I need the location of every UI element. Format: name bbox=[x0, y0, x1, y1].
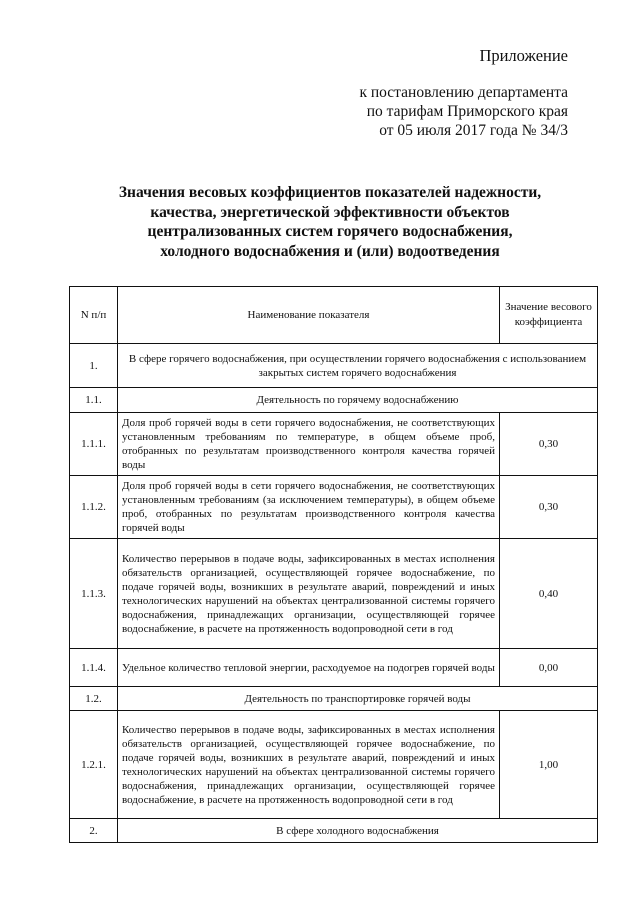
indicator-name: Удельное количество тепловой энергии, расходуемое на подогрев горячей воды bbox=[118, 649, 500, 687]
section-title: В сфере холодного водоснабжения bbox=[118, 819, 598, 843]
indicator-name: Доля проб горячей воды в сети горячего водоснабжения, не соответствующих установленным требованиям (за исключением температуры), в общем объеме проб, отобранных по результатам производственного контроля качества горячей воды bbox=[118, 476, 500, 539]
row-number: 2. bbox=[70, 819, 118, 843]
section-title: Деятельность по транспортировке горячей воды bbox=[118, 687, 598, 711]
row-number: 1.2.1. bbox=[70, 711, 118, 819]
table-row bbox=[70, 687, 598, 711]
weight-value: 0,30 bbox=[500, 413, 598, 476]
table-row bbox=[70, 819, 598, 843]
row-number: 1.2. bbox=[70, 687, 118, 711]
table-row bbox=[70, 344, 598, 388]
table-row bbox=[70, 649, 598, 687]
document-title-line: качества, энергетической эффективности объектов bbox=[150, 203, 510, 221]
header-value: Значение весового коэффициента bbox=[500, 287, 598, 344]
document-title-line: холодного водоснабжения и (или) водоотведения bbox=[160, 242, 500, 260]
weight-value: 1,00 bbox=[500, 711, 598, 819]
weight-value: 0,40 bbox=[500, 539, 598, 649]
indicator-name: Количество перерывов в подаче воды, зафиксированных в местах исполнения обязательств организацией, осуществляющей горячее водоснабжение, по подаче горячей воды, возникших в результате аварий, повреждений и иных технологических нарушений на объектах централизованной системы горячего водоснабжения, принадлежащих организации, осуществляющей горячее водоснабжение, в расчете на протяженность водопроводной сети в год bbox=[118, 539, 500, 649]
appendix-line: к постановлению департамента bbox=[359, 84, 568, 101]
section-title: В сфере горячего водоснабжения, при осуществлении горячего водоснабжения с использованием закрытых систем горячего водоснабжения bbox=[118, 344, 598, 388]
table-row bbox=[70, 476, 598, 539]
table-row bbox=[70, 539, 598, 649]
section-title: Деятельность по горячему водоснабжению bbox=[118, 388, 598, 413]
appendix-line: от 05 июля 2017 года № 34/3 bbox=[379, 122, 568, 139]
table-row bbox=[70, 711, 598, 819]
document-title bbox=[60, 183, 600, 261]
document-title-line: централизованных систем горячего водоснабжения, bbox=[147, 223, 513, 240]
row-number: 1. bbox=[70, 344, 118, 388]
appendix-title: Приложение bbox=[479, 46, 568, 65]
indicator-name: Количество перерывов в подаче воды, зафиксированных в местах исполнения обязательств организацией, осуществляющей горячее водоснабжение, по подаче горячей воды, возникших в результате аварий, повреждений и иных технологических нарушений на объектах централизованной системы горячего водоснабжения, принадлежащих организации, осуществляющей горячее водоснабжение, в расчете на протяженность водопроводной сети в год bbox=[118, 711, 500, 819]
header-number: N п/п bbox=[70, 287, 118, 344]
table-header-row bbox=[70, 287, 598, 344]
indicators-table bbox=[69, 286, 598, 843]
header-name: Наименование показателя bbox=[118, 287, 500, 344]
row-number: 1.1.2. bbox=[70, 476, 118, 539]
weight-value: 0,00 bbox=[500, 649, 598, 687]
row-number: 1.1.4. bbox=[70, 649, 118, 687]
row-number: 1.1.1. bbox=[70, 413, 118, 476]
weight-value: 0,30 bbox=[500, 476, 598, 539]
indicator-name: Доля проб горячей воды в сети горячего водоснабжения, не соответствующих установленным требованиям по температуре, в общем объеме проб, отобранных по результатам производственного контроля качества горячей воды bbox=[118, 413, 500, 476]
row-number: 1.1.3. bbox=[70, 539, 118, 649]
row-number: 1.1. bbox=[70, 388, 118, 413]
table-row bbox=[70, 413, 598, 476]
document-title-line: Значения весовых коэффициентов показателей надежности, bbox=[118, 184, 542, 201]
appendix-line: по тарифам Приморского края bbox=[366, 103, 568, 120]
table-row bbox=[70, 388, 598, 413]
